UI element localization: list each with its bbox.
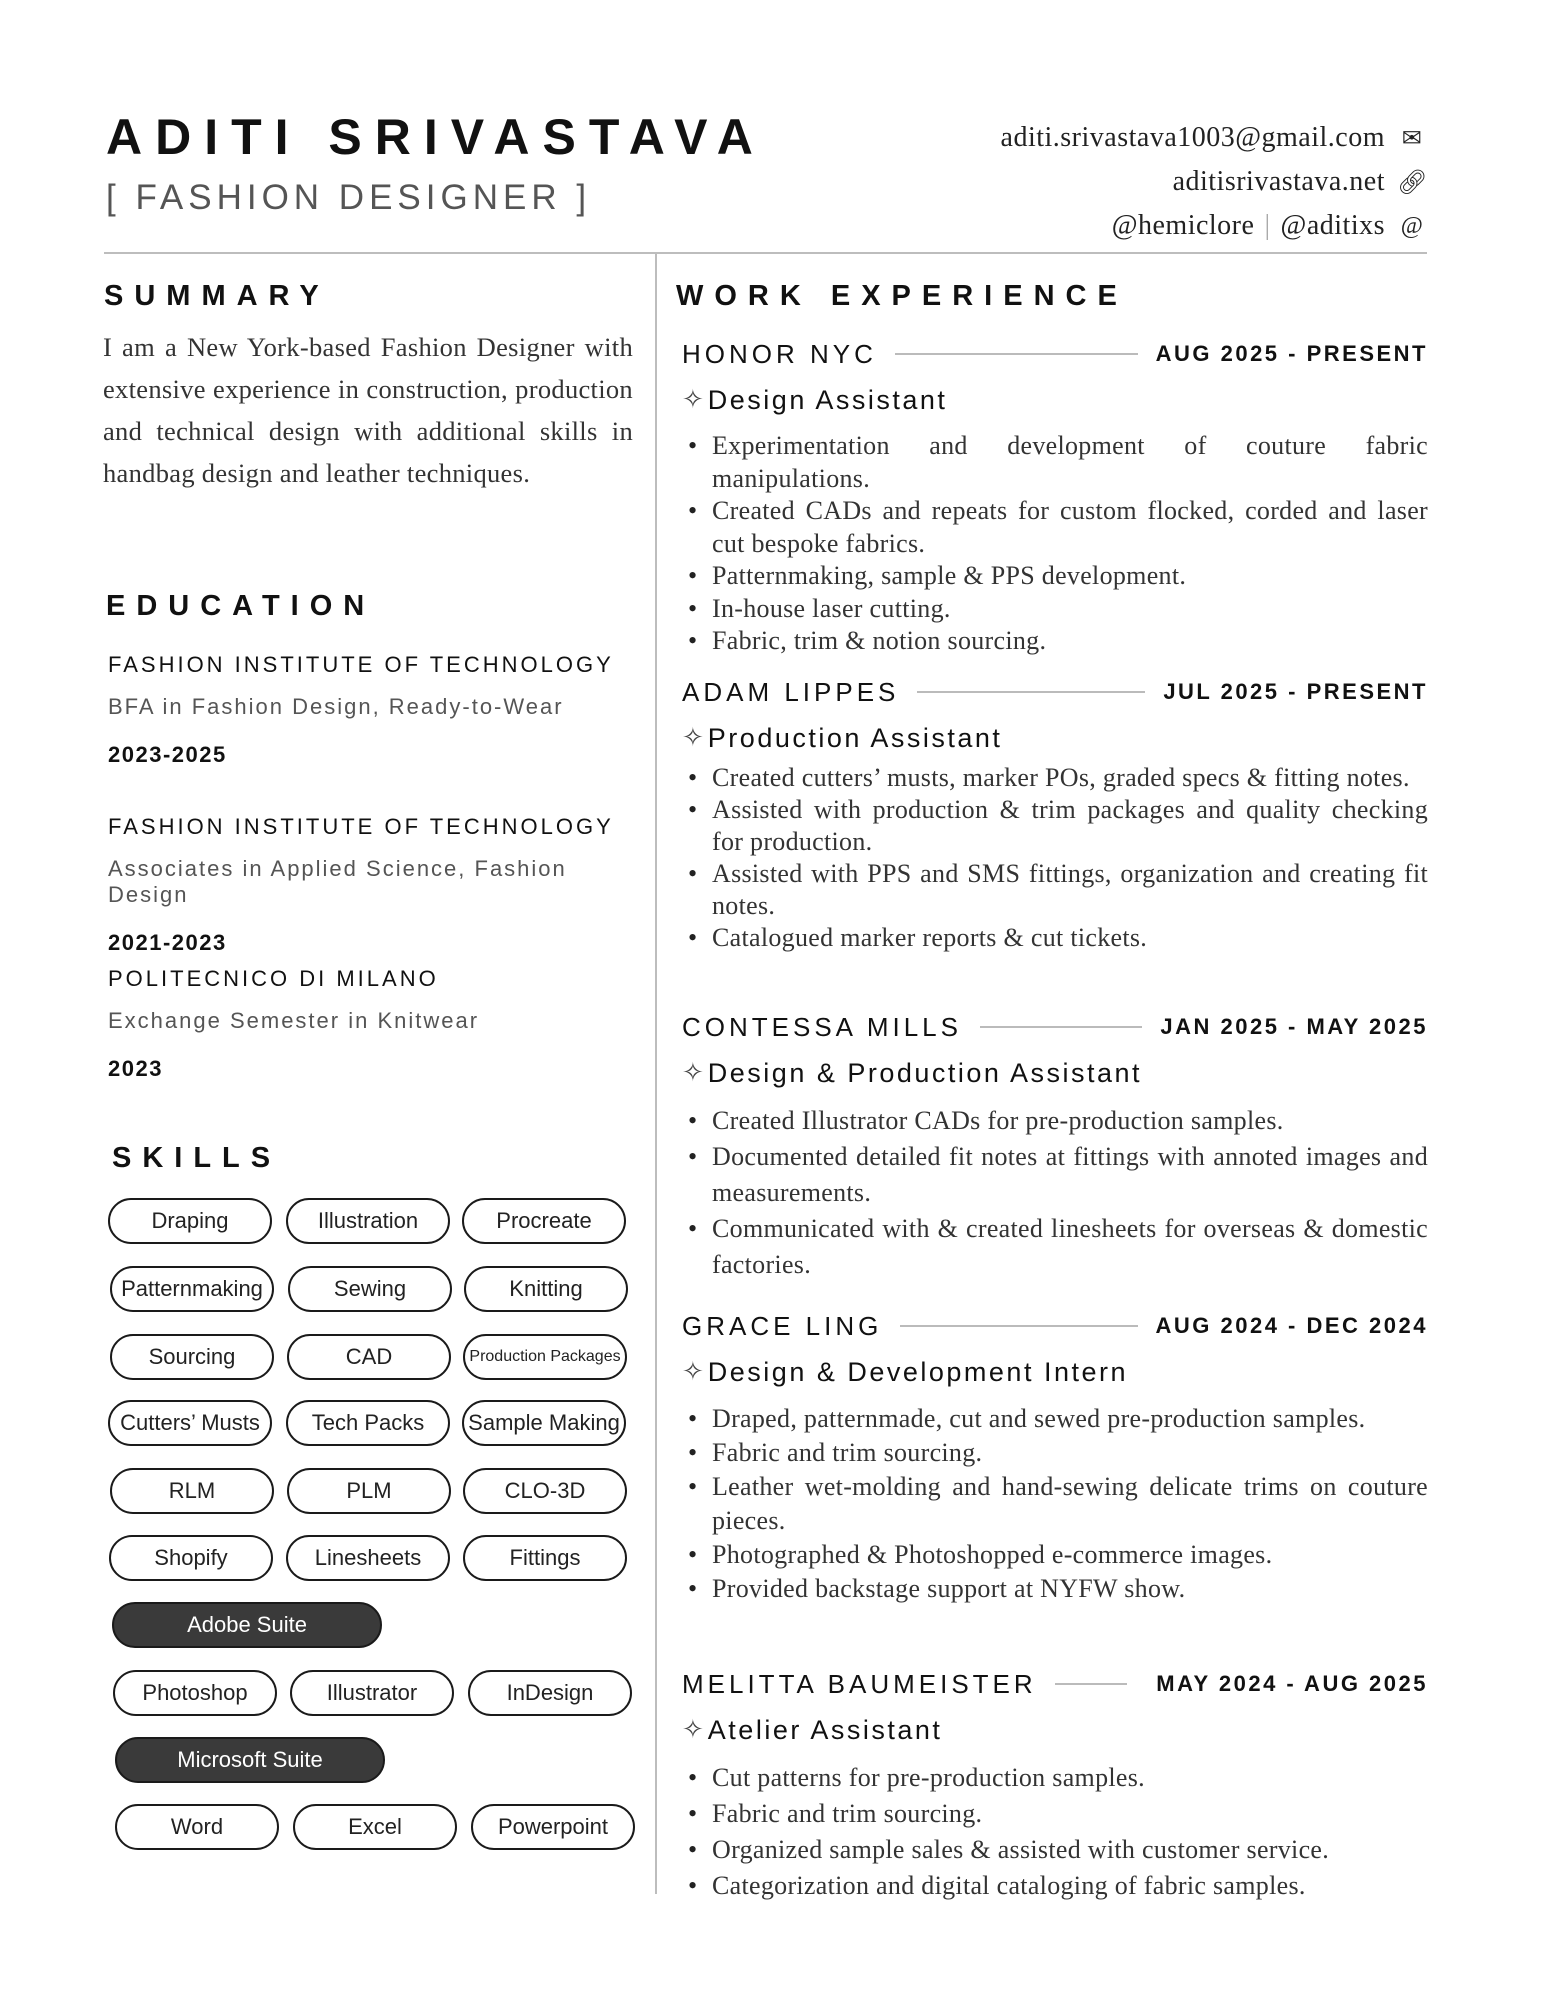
- degree: Associates in Applied Science, Fashion Design: [108, 856, 567, 907]
- education-entry: [108, 814, 648, 956]
- handle-separator: |: [1264, 210, 1271, 241]
- bullet-item: • Assisted with PPS and SMS fittings, organization and creating fit notes.: [682, 858, 1428, 922]
- bullet-item: • Photographed & Photoshopped e-commerce images.: [682, 1538, 1428, 1572]
- contact-email: [1001, 116, 1427, 160]
- job-entry: [682, 1308, 1428, 1606]
- bullet-item: • Provided backstage support at NYFW show.: [682, 1572, 1428, 1606]
- job-title: Design & Development Intern: [707, 1356, 1128, 1387]
- job-bullets: [682, 762, 1428, 954]
- job-header: [682, 1666, 1428, 1702]
- skills-heading: SKILLS: [112, 1142, 282, 1174]
- skill-pill: Illustration: [286, 1198, 450, 1244]
- job-title: Design Assistant: [707, 384, 948, 415]
- job-role: [682, 1710, 1428, 1750]
- bullet-item: • Documented detailed fit notes at fittings with annoted images and measurements.: [682, 1139, 1428, 1211]
- bullet-item: • Created cutters’ musts, marker POs, graded specs & fitting notes.: [682, 762, 1428, 794]
- bullet-item: • Fabric and trim sourcing.: [682, 1436, 1428, 1470]
- job-dates: JAN 2025 - MAY 2025: [1160, 1014, 1428, 1039]
- bullet-item: • Cut patterns for pre-production samples.: [682, 1760, 1428, 1796]
- skill-pill: Sourcing: [110, 1334, 274, 1380]
- website-link[interactable]: aditisrivastava.net: [1172, 166, 1385, 197]
- contact-social: [1001, 204, 1427, 248]
- skill-pill: Excel: [293, 1804, 457, 1850]
- summary-text: I am a New York-based Fashion Designer with extensive experience in construction, production and technical design with additional skills in handbag design and leather techniques.: [103, 332, 633, 488]
- header-line: [900, 1325, 1137, 1327]
- microsoft-suite-pill: Microsoft Suite: [115, 1737, 385, 1783]
- skill-pill: Sewing: [288, 1266, 452, 1312]
- bullet-item: • Fabric and trim sourcing.: [682, 1796, 1428, 1832]
- bullet-item: • Draped, patternmade, cut and sewed pre-production samples.: [682, 1402, 1428, 1436]
- bullet-item: • Experimentation and development of couture fabric manipulations.: [682, 430, 1428, 495]
- job-role: [682, 380, 1428, 420]
- skill-pill: Procreate: [462, 1198, 626, 1244]
- skill-pill: RLM: [110, 1468, 274, 1514]
- sparkle-icon: ✧: [682, 1715, 704, 1745]
- skill-pill: Powerpoint: [471, 1804, 635, 1850]
- skill-pill: Fittings: [463, 1535, 627, 1581]
- skill-pill: Patternmaking: [110, 1266, 274, 1312]
- job-header: [682, 336, 1428, 372]
- skill-pill: Draping: [108, 1198, 272, 1244]
- candidate-role: [ FASHION DESIGNER ]: [106, 178, 592, 217]
- degree: Exchange Semester in Knitwear: [108, 1008, 480, 1033]
- bullet-item: • Organized sample sales & assisted with customer service.: [682, 1832, 1428, 1868]
- at-icon: @: [1400, 212, 1424, 239]
- company-name: CONTESSA MILLS: [682, 1011, 962, 1042]
- school-name: FASHION INSTITUTE OF TECHNOLOGY: [108, 652, 614, 677]
- sparkle-icon: ✧: [682, 723, 704, 753]
- skill-pill: Knitting: [464, 1266, 628, 1312]
- job-bullets: [682, 1760, 1428, 1904]
- school-name: FASHION INSTITUTE OF TECHNOLOGY: [108, 814, 614, 839]
- job-bullets: [682, 1402, 1428, 1606]
- education-entry: [108, 652, 648, 768]
- header-line: [980, 1026, 1142, 1028]
- job-role: [682, 1053, 1428, 1093]
- school-name: POLITECNICO DI MILANO: [108, 966, 439, 991]
- bullet-item: • Fabric, trim & notion sourcing.: [682, 625, 1428, 658]
- job-bullets: [682, 430, 1428, 658]
- skill-pill: Photoshop: [113, 1670, 277, 1716]
- job-title: Atelier Assistant: [707, 1714, 943, 1745]
- bullet-item: • Created CADs and repeats for custom flocked, corded and laser cut bespoke fabrics.: [682, 495, 1428, 560]
- social-handle-1[interactable]: @hemiclore: [1111, 210, 1255, 241]
- header-line: [917, 691, 1145, 693]
- link-icon: 🔗︎: [1397, 169, 1428, 196]
- skill-pill: Tech Packs: [286, 1400, 450, 1446]
- job-entry: [682, 1666, 1428, 1904]
- candidate-name: ADITI SRIVASTAVA: [106, 109, 766, 165]
- job-role: [682, 718, 1428, 758]
- skill-pill: InDesign: [468, 1670, 632, 1716]
- company-name: ADAM LIPPES: [682, 676, 900, 707]
- job-entry: [682, 1009, 1428, 1283]
- envelope-icon: ✉: [1401, 125, 1423, 152]
- education-heading: EDUCATION: [106, 590, 376, 622]
- company-name: MELITTA BAUMEISTER: [682, 1668, 1037, 1699]
- contact-website: [1001, 160, 1427, 204]
- bullet-item: • Assisted with production & trim packages and quality checking for production.: [682, 794, 1428, 858]
- bullet-item: • Communicated with & created linesheets for overseas & domestic factories.: [682, 1211, 1428, 1283]
- sparkle-icon: ✧: [682, 1357, 704, 1387]
- education-entry: [108, 966, 648, 1082]
- job-dates: AUG 2024 - DEC 2024: [1155, 1313, 1428, 1338]
- skill-pill: Sample Making: [462, 1400, 626, 1446]
- email-link[interactable]: aditi.srivastava1003@gmail.com: [1000, 122, 1385, 153]
- skill-pill: CAD: [287, 1334, 451, 1380]
- bullet-item: • Categorization and digital cataloging of fabric samples.: [682, 1868, 1428, 1904]
- job-dates: MAY 2024 - AUG 2025: [1156, 1671, 1428, 1696]
- job-header: [682, 1009, 1428, 1045]
- header-line: [895, 353, 1138, 355]
- bullet-item: • In-house laser cutting.: [682, 593, 1428, 626]
- skill-pill: Linesheets: [286, 1535, 450, 1581]
- skill-pill: Production Packages: [463, 1334, 627, 1380]
- job-dates: JUL 2025 - PRESENT: [1163, 679, 1428, 704]
- sparkle-icon: ✧: [682, 1058, 704, 1088]
- job-entry: [682, 674, 1428, 954]
- skill-pill: Illustrator: [290, 1670, 454, 1716]
- degree: BFA in Fashion Design, Ready-to-Wear: [108, 694, 564, 719]
- column-divider: [655, 254, 657, 1894]
- contact-block: [1001, 116, 1427, 248]
- sparkle-icon: ✧: [682, 385, 704, 415]
- job-role: [682, 1352, 1428, 1392]
- bullet-item: • Catalogued marker reports & cut tickets.: [682, 922, 1428, 954]
- job-title: Production Assistant: [707, 722, 1003, 753]
- bullet-item: • Created Illustrator CADs for pre-production samples.: [682, 1103, 1428, 1139]
- skill-pill: CLO-3D: [463, 1468, 627, 1514]
- header-line: [1055, 1683, 1127, 1685]
- company-name: HONOR NYC: [682, 338, 877, 369]
- bullet-item: • Patternmaking, sample & PPS development.: [682, 560, 1428, 593]
- skill-pill: Word: [115, 1804, 279, 1850]
- job-header: [682, 674, 1428, 710]
- company-name: GRACE LING: [682, 1310, 883, 1341]
- adobe-suite-pill: Adobe Suite: [112, 1602, 382, 1648]
- skill-pill: PLM: [287, 1468, 451, 1514]
- job-bullets: [682, 1103, 1428, 1283]
- skill-pill: Cutters’ Musts: [108, 1400, 272, 1446]
- job-entry: [682, 336, 1428, 658]
- work-experience-heading: WORK EXPERIENCE: [676, 280, 1128, 312]
- job-header: [682, 1308, 1428, 1344]
- education-years: 2021-2023: [108, 930, 227, 955]
- job-title: Design & Production Assistant: [707, 1057, 1142, 1088]
- social-handle-2[interactable]: @aditixs: [1280, 210, 1385, 241]
- education-years: 2023: [108, 1056, 163, 1081]
- skill-pill: Shopify: [109, 1535, 273, 1581]
- summary-heading: SUMMARY: [104, 280, 330, 312]
- education-years: 2023-2025: [108, 742, 227, 767]
- job-dates: AUG 2025 - PRESENT: [1155, 341, 1428, 366]
- bullet-item: • Leather wet-molding and hand-sewing delicate trims on couture pieces.: [682, 1470, 1428, 1538]
- header-divider: [104, 252, 1427, 254]
